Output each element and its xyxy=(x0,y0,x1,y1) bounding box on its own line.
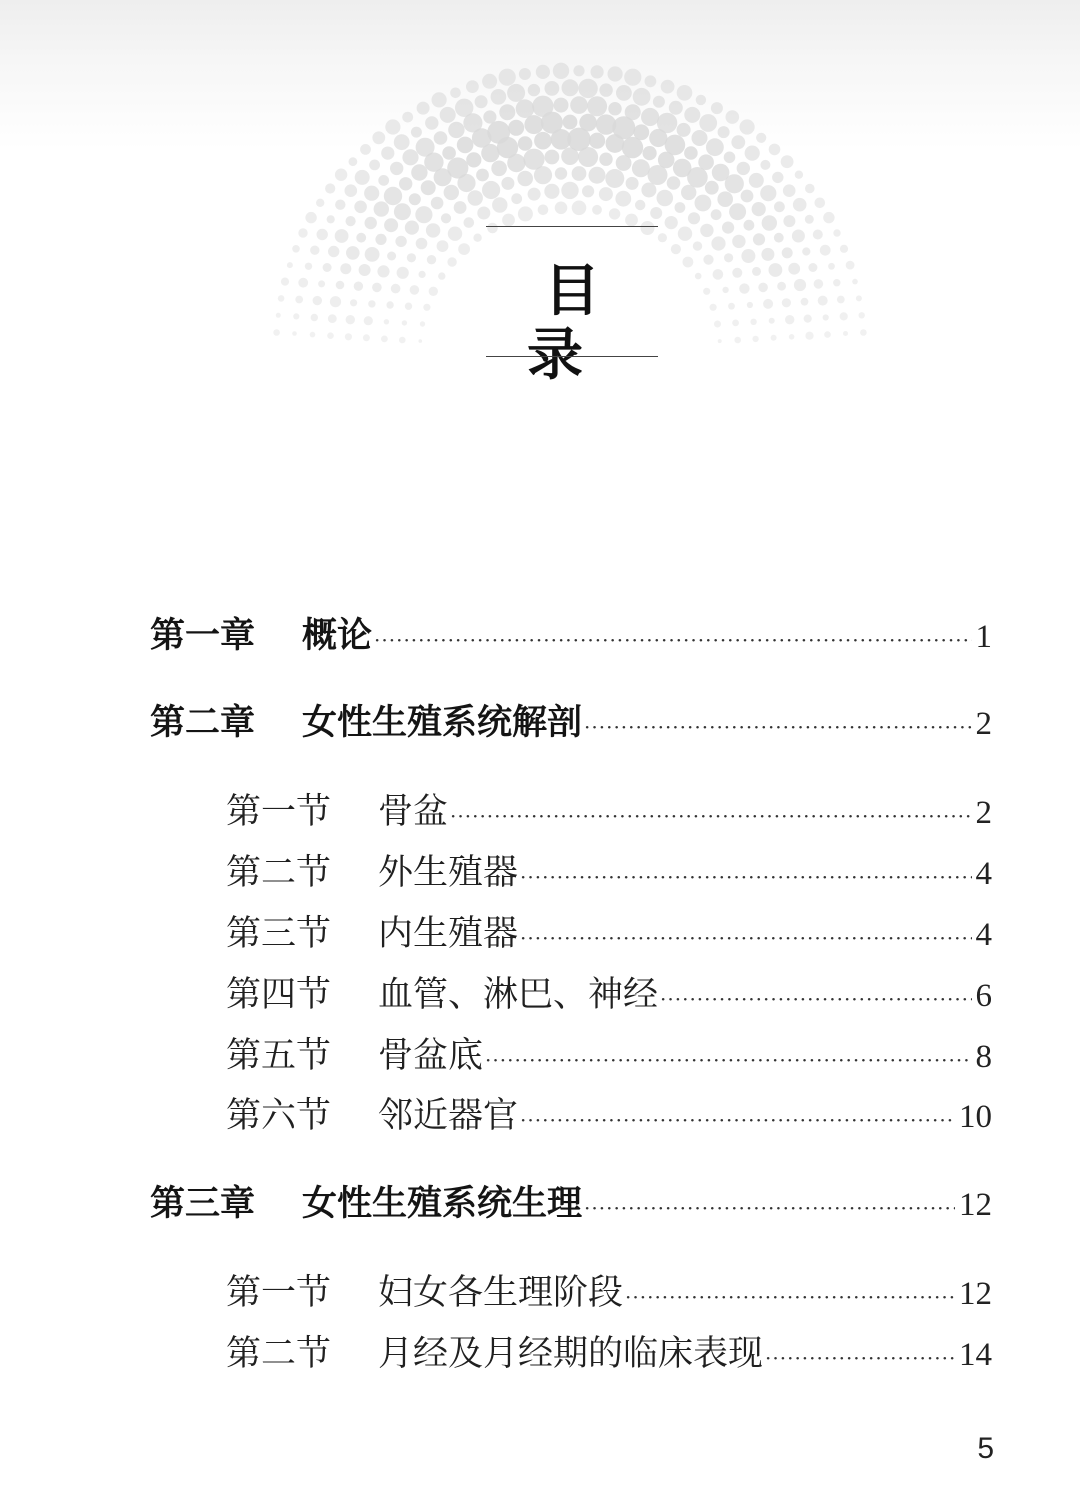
toc-entry-number: 第一节 xyxy=(226,1273,332,1313)
toc-entry-section[interactable] xyxy=(226,1271,992,1315)
dot-leader xyxy=(765,1336,955,1380)
toc-entry-section[interactable] xyxy=(226,851,992,895)
toc-entry-number: 第四节 xyxy=(226,975,332,1015)
toc-entry-title: 骨盆 xyxy=(378,792,449,832)
toc-entry-title: 血管、淋巴、神经 xyxy=(378,975,659,1015)
toc-entry-page: 12 xyxy=(959,1276,992,1312)
toc-entry-section[interactable] xyxy=(226,1034,992,1078)
toc-entry-page: 8 xyxy=(975,1039,992,1075)
toc-entry-chapter-1[interactable] xyxy=(150,614,992,658)
dot-leader xyxy=(625,1275,955,1319)
toc-entry-number: 第六节 xyxy=(226,1096,332,1136)
toc-entry-page: 14 xyxy=(959,1337,992,1373)
toc-entry-page: 4 xyxy=(975,856,992,892)
toc-entry-page: 1 xyxy=(975,619,992,655)
toc-entry-title: 女性生殖系统生理 xyxy=(302,1184,583,1224)
toc-entry-section[interactable] xyxy=(226,1094,992,1138)
toc-entry-page: 10 xyxy=(959,1099,992,1135)
toc-entry-section[interactable] xyxy=(226,973,992,1017)
toc-entry-number: 第二节 xyxy=(226,1334,332,1374)
dot-leader xyxy=(450,794,971,838)
dot-leader xyxy=(520,855,971,899)
toc-entry-section[interactable] xyxy=(226,1332,992,1376)
toc-entry-section[interactable] xyxy=(226,912,992,956)
dot-leader xyxy=(584,705,971,749)
toc-entry-number: 第二节 xyxy=(226,853,332,893)
toc-title: 目 录 xyxy=(527,259,724,388)
toc-entry-page: 2 xyxy=(975,795,992,831)
dot-leader xyxy=(520,916,971,960)
dot-leader xyxy=(584,1186,955,1230)
toc-entry-number: 第一节 xyxy=(226,792,332,832)
toc-entry-number: 第三章 xyxy=(150,1184,256,1224)
toc-entry-number: 第三节 xyxy=(226,914,332,954)
dot-leader xyxy=(485,1038,971,1082)
dot-leader xyxy=(374,618,971,662)
toc-entry-title: 女性生殖系统解剖 xyxy=(302,703,583,743)
toc-entry-title: 骨盆底 xyxy=(378,1036,484,1076)
toc-entry-title: 概论 xyxy=(302,616,373,656)
toc-entry-title: 妇女各生理阶段 xyxy=(378,1273,624,1313)
dot-leader xyxy=(520,1098,955,1142)
toc-entry-title: 外生殖器 xyxy=(378,853,519,893)
toc-entry-title: 内生殖器 xyxy=(378,914,519,954)
page-number: 5 xyxy=(977,1432,994,1465)
toc-entry-chapter-3[interactable] xyxy=(150,1182,992,1226)
dot-leader xyxy=(660,977,971,1021)
toc-entry-number: 第二章 xyxy=(150,703,256,743)
toc-entry-number: 第一章 xyxy=(150,616,256,656)
toc-entry-section[interactable] xyxy=(226,790,992,834)
toc-entry-page: 6 xyxy=(975,978,992,1014)
toc-entry-number: 第五节 xyxy=(226,1036,332,1076)
toc-entry-chapter-2[interactable] xyxy=(150,701,992,745)
toc-entry-title: 月经及月经期的临床表现 xyxy=(378,1334,764,1374)
toc-entry-title: 邻近器官 xyxy=(378,1096,519,1136)
toc-entry-page: 4 xyxy=(975,917,992,953)
toc-entry-page: 12 xyxy=(959,1187,992,1223)
toc-entry-page: 2 xyxy=(975,706,992,742)
